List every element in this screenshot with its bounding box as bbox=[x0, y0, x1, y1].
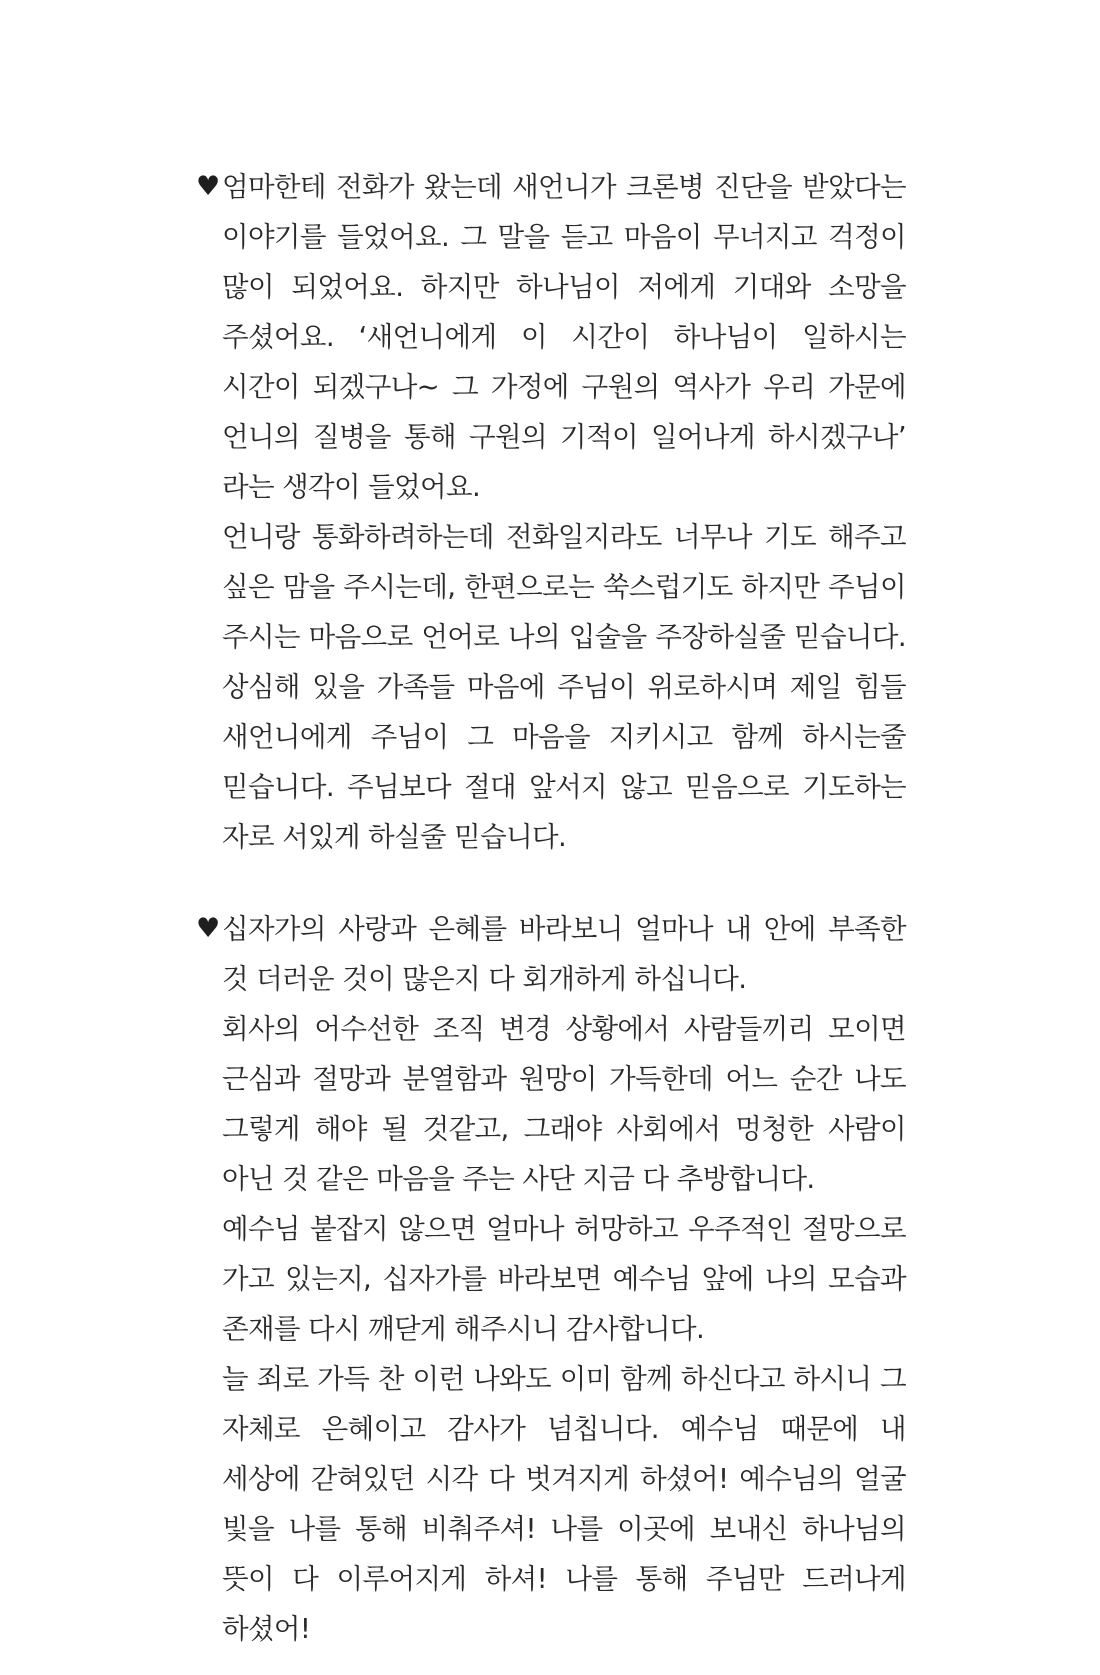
prayer-entry bbox=[196, 162, 906, 862]
entry-paragraph: 십자가의 사랑과 은혜를 바라보니 얼마나 내 안에 부족한 것 더러운 것이 많은지 다 회개하게 하십니다. bbox=[222, 913, 906, 995]
entry-paragraph: 회사의 어수선한 조직 변경 상황에서 사람들끼리 모이면 근심과 절망과 분열함과 원망이 가득한데 어느 순간 나도 그렇게 해야 될 것같고, 그래야 사회에서 멍청한 사람이 아닌 것 같은 마음을 주는 사단 지금 다 추방합니다. bbox=[222, 1013, 906, 1195]
entry-paragraph: 엄마한테 전화가 왔는데 새언니가 크론병 진단을 받았다는 이야기를 들었어요. 그 말을 듣고 마음이 무너지고 걱정이 많이 되었어요. 하지만 하나님이 저에게 기대와 소망을 주셨어요. ‘새언니에게 이 시간이 하나님이 일하시는 시간이 되겠구나~ 그 가정에 구원의 역사가 우리 가문에 언니의 질병을 통해 구원의 기적이 일어나게 하시겠구나’ 라는 생각이 들었어요. bbox=[222, 171, 906, 503]
entry-paragraph: 언니랑 통화하려하는데 전화일지라도 너무나 기도 해주고 싶은 맘을 주시는데, 한편으로는 쑥스럽기도 하지만 주님이 주시는 마음으로 언어로 나의 입술을 주장하실줄 믿습니다. 상심해 있을 가족들 마음에 주님이 위로하시며 제일 힘들 새언니에게 주님이 그 마음을 지키시고 함께 하시는줄 믿습니다. 주님보다 절대 앞서지 않고 믿음으로 기도하는 자로 서있게 하실줄 믿습니다. bbox=[222, 521, 906, 853]
heart-icon: ♥ bbox=[196, 913, 221, 944]
heart-icon: ♥ bbox=[196, 171, 221, 202]
entry-paragraph: 예수님 붙잡지 않으면 얼마나 허망하고 우주적인 절망으로 가고 있는지, 십자가를 바라보면 예수님 앞에 나의 모습과 존재를 다시 깨닫게 해주시니 감사합니다. bbox=[222, 1213, 906, 1345]
prayer-entry bbox=[196, 904, 906, 1654]
entry-paragraph: 늘 죄로 가득 찬 이런 나와도 이미 함께 하신다고 하시니 그 자체로 은혜이고 감사가 넘칩니다. 예수님 때문에 내 세상에 갇혀있던 시각 다 벗겨지게 하셨어! 예수님의 얼굴 빛을 나를 통해 비춰주셔! 나를 이곳에 보내신 하나님의 뜻이 다 이루어지게 하셔! 나를 통해 주님만 드러나게 하셨어! bbox=[222, 1363, 906, 1645]
